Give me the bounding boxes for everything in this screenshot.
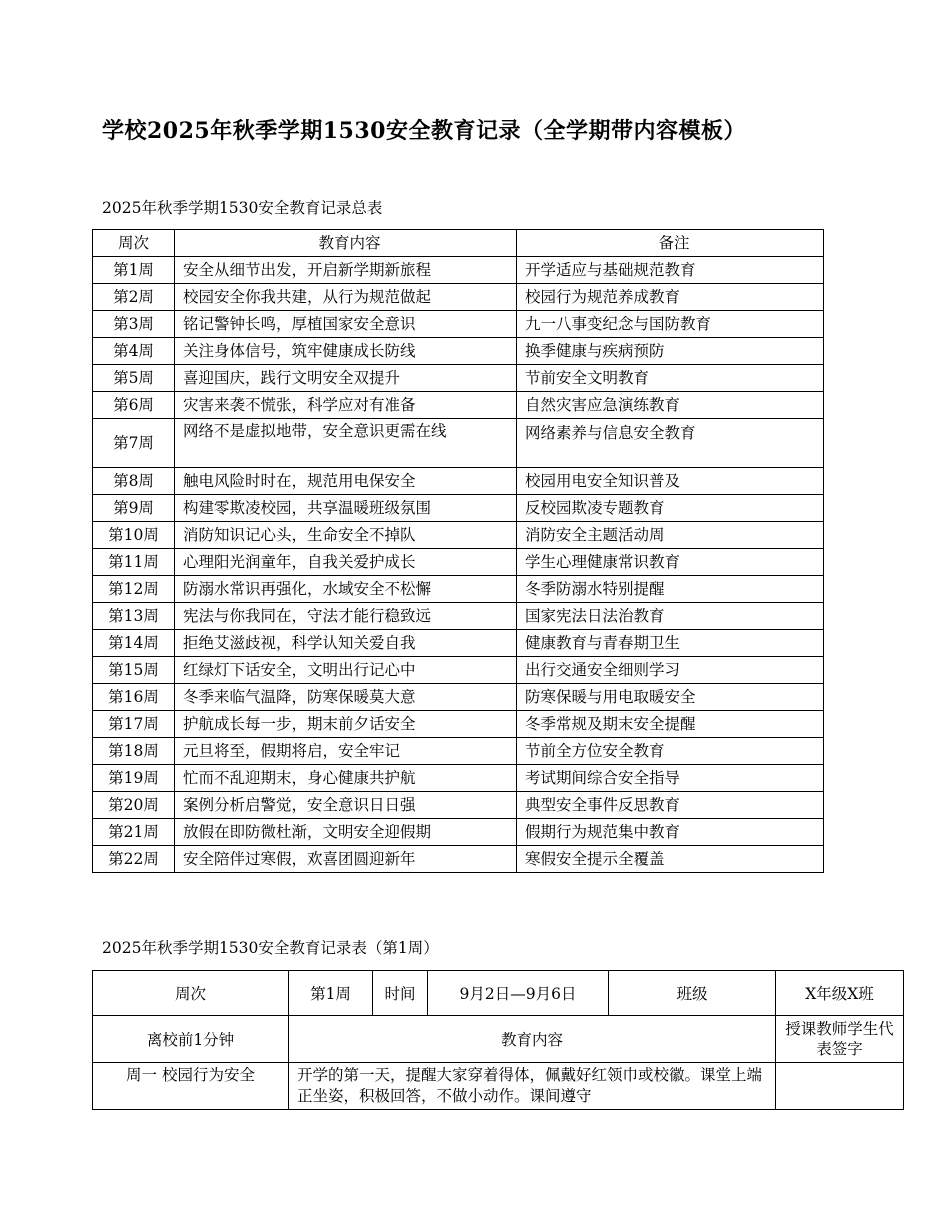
content-cell: 忙而不乱迎期末，身心健康共护航 <box>175 765 517 792</box>
content-cell: 放假在即防微杜渐，文明安全迎假期 <box>175 819 517 846</box>
note-cell: 开学适应与基础规范教育 <box>517 257 824 284</box>
content-cell: 关注身体信号，筑牢健康成长防线 <box>175 338 517 365</box>
note-cell: 校园用电安全知识普及 <box>517 468 824 495</box>
week-cell: 第11周 <box>93 549 175 576</box>
content-cell: 案例分析启警觉，安全意识日日强 <box>175 792 517 819</box>
note-cell: 冬季常规及期末安全提醒 <box>517 711 824 738</box>
week-record-caption: 2025年秋季学期1530安全教育记录表（第1周） <box>102 939 439 957</box>
summary-row <box>93 603 824 630</box>
note-cell: 典型安全事件反思教育 <box>517 792 824 819</box>
summary-row <box>93 684 824 711</box>
note-cell: 节前安全文明教育 <box>517 365 824 392</box>
week-cell: 第17周 <box>93 711 175 738</box>
summary-row <box>93 576 824 603</box>
document-title: 学校2025年秋季学期1530安全教育记录（全学期带内容模板） <box>102 118 746 144</box>
summary-row <box>93 711 824 738</box>
week-cell: 第22周 <box>93 846 175 873</box>
note-cell: 国家宪法日法治教育 <box>517 603 824 630</box>
header-content: 教育内容 <box>175 230 517 257</box>
summary-caption: 2025年秋季学期1530安全教育记录总表 <box>102 199 383 217</box>
note-cell: 学生心理健康常识教育 <box>517 549 824 576</box>
summary-row <box>93 257 824 284</box>
day-label-cell: 周一 校园行为安全 <box>93 1063 289 1110</box>
signature-label-cell: 授课教师学生代表签字 <box>776 1016 904 1063</box>
summary-row <box>93 738 824 765</box>
week-cell: 第10周 <box>93 522 175 549</box>
summary-table <box>92 229 824 873</box>
summary-row <box>93 338 824 365</box>
week-cell: 第6周 <box>93 392 175 419</box>
note-cell: 防寒保暖与用电取暖安全 <box>517 684 824 711</box>
content-cell: 灾害来袭不慌张，科学应对有准备 <box>175 392 517 419</box>
content-label-cell: 教育内容 <box>289 1016 776 1063</box>
class-value-cell: X年级X班 <box>776 971 904 1016</box>
note-cell: 反校园欺凌专题教育 <box>517 495 824 522</box>
week-record-subheader-row <box>93 1016 904 1063</box>
week-cell: 第13周 <box>93 603 175 630</box>
week-cell: 第16周 <box>93 684 175 711</box>
week-record-day-row <box>93 1063 904 1110</box>
content-cell: 心理阳光润童年，自我关爱护成长 <box>175 549 517 576</box>
summary-row <box>93 468 824 495</box>
week-cell: 第19周 <box>93 765 175 792</box>
note-cell: 节前全方位安全教育 <box>517 738 824 765</box>
content-cell: 触电风险时时在，规范用电保安全 <box>175 468 517 495</box>
content-cell: 安全陪伴过寒假，欢喜团圆迎新年 <box>175 846 517 873</box>
week-cell: 第8周 <box>93 468 175 495</box>
content-cell: 冬季来临气温降，防寒保暖莫大意 <box>175 684 517 711</box>
note-cell: 校园行为规范养成教育 <box>517 284 824 311</box>
note-cell: 九一八事变纪念与国防教育 <box>517 311 824 338</box>
summary-row <box>93 630 824 657</box>
week-value-cell: 第1周 <box>289 971 373 1016</box>
week-cell: 第21周 <box>93 819 175 846</box>
content-cell: 红绿灯下话安全，文明出行记心中 <box>175 657 517 684</box>
summary-row <box>93 846 824 873</box>
header-note: 备注 <box>517 230 824 257</box>
summary-row <box>93 365 824 392</box>
note-cell: 冬季防溺水特别提醒 <box>517 576 824 603</box>
day-signature-cell <box>776 1063 904 1110</box>
before-leave-label-cell: 离校前1分钟 <box>93 1016 289 1063</box>
note-cell: 假期行为规范集中教育 <box>517 819 824 846</box>
summary-row <box>93 284 824 311</box>
summary-row <box>93 392 824 419</box>
summary-row <box>93 311 824 338</box>
note-cell: 消防安全主题活动周 <box>517 522 824 549</box>
content-cell: 校园安全你我共建，从行为规范做起 <box>175 284 517 311</box>
summary-row <box>93 657 824 684</box>
week-cell: 第14周 <box>93 630 175 657</box>
week-cell: 第7周 <box>93 419 175 468</box>
header-week: 周次 <box>93 230 175 257</box>
week-cell: 第2周 <box>93 284 175 311</box>
content-cell: 护航成长每一步，期末前夕话安全 <box>175 711 517 738</box>
week-cell: 第20周 <box>93 792 175 819</box>
content-cell: 喜迎国庆，践行文明安全双提升 <box>175 365 517 392</box>
week-cell: 第9周 <box>93 495 175 522</box>
summary-row <box>93 765 824 792</box>
content-cell: 安全从细节出发，开启新学期新旅程 <box>175 257 517 284</box>
time-label-cell: 时间 <box>373 971 428 1016</box>
day-content-cell: 开学的第一天，提醒大家穿着得体，佩戴好红领巾或校徽。课堂上端正坐姿，积极回答，不做小动作。课间遵守 <box>289 1063 776 1110</box>
week-cell: 第1周 <box>93 257 175 284</box>
summary-row <box>93 419 824 468</box>
week-cell: 第4周 <box>93 338 175 365</box>
summary-row <box>93 549 824 576</box>
content-cell: 网络不是虚拟地带，安全意识更需在线 <box>175 419 517 468</box>
content-cell: 拒绝艾滋歧视，科学认知关爱自我 <box>175 630 517 657</box>
week-cell: 第12周 <box>93 576 175 603</box>
week-cell: 第5周 <box>93 365 175 392</box>
note-cell: 换季健康与疾病预防 <box>517 338 824 365</box>
summary-row <box>93 792 824 819</box>
week-label-cell: 周次 <box>93 971 289 1016</box>
week-cell: 第3周 <box>93 311 175 338</box>
class-label-cell: 班级 <box>609 971 776 1016</box>
summary-row <box>93 495 824 522</box>
content-cell: 消防知识记心头，生命安全不掉队 <box>175 522 517 549</box>
note-cell: 出行交通安全细则学习 <box>517 657 824 684</box>
note-cell: 考试期间综合安全指导 <box>517 765 824 792</box>
week-cell: 第18周 <box>93 738 175 765</box>
content-cell: 防溺水常识再强化，水域安全不松懈 <box>175 576 517 603</box>
content-cell: 元旦将至，假期将启，安全牢记 <box>175 738 517 765</box>
week-record-table <box>92 970 904 1110</box>
content-cell: 铭记警钟长鸣，厚植国家安全意识 <box>175 311 517 338</box>
content-cell: 宪法与你我同在，守法才能行稳致远 <box>175 603 517 630</box>
week-cell: 第15周 <box>93 657 175 684</box>
note-cell: 寒假安全提示全覆盖 <box>517 846 824 873</box>
summary-row <box>93 819 824 846</box>
summary-row <box>93 522 824 549</box>
time-value-cell: 9月2日—9月6日 <box>428 971 609 1016</box>
note-cell: 自然灾害应急演练教育 <box>517 392 824 419</box>
content-cell: 构建零欺凌校园，共享温暖班级氛围 <box>175 495 517 522</box>
note-cell: 健康教育与青春期卫生 <box>517 630 824 657</box>
week-record-header-row <box>93 971 904 1016</box>
note-cell: 网络素养与信息安全教育 <box>517 419 824 468</box>
summary-header-row <box>93 230 824 257</box>
